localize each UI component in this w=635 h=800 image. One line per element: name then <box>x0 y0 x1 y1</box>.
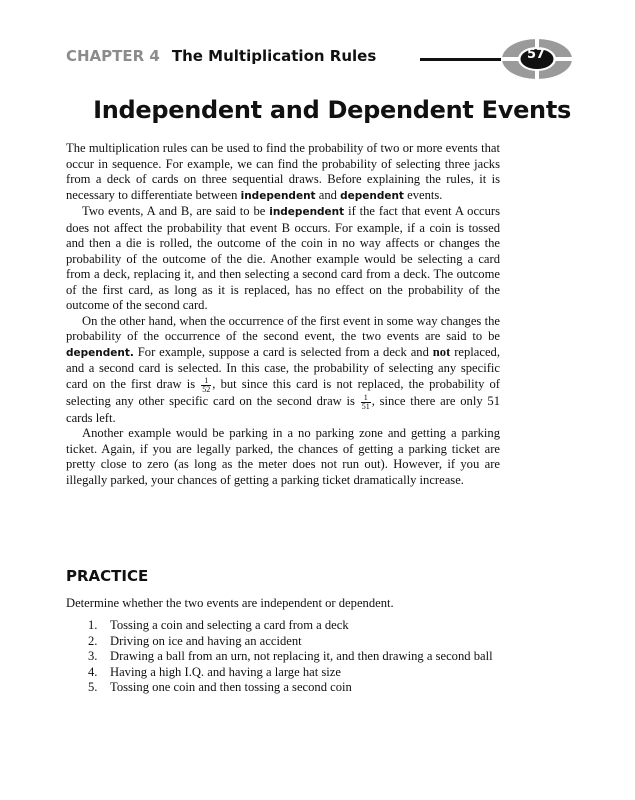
text-run: if the fact that event A occurs does not affect the probability that event B occurs. For example, if a coin is tossed and then a die is rolled, the outcome of the coin in no way affects or changes the probability of the outcome of the die. Another example would be selecting a card from a deck, replacing it, and then selecting a second card from a deck. The outcome of the first card, as long as it is replaced, has no effect on the probability of the outcome of the second card. <box>66 204 501 312</box>
paragraph-parking-example <box>66 426 500 488</box>
practice-instructions: Determine whether the two events are independent or dependent. <box>66 596 394 610</box>
fraction-numerator: 1 <box>201 377 211 386</box>
section-title: Independent and Dependent Events <box>93 96 571 124</box>
list-item <box>88 634 500 650</box>
item-text: Having a high I.Q. and having a large hat size <box>110 664 341 679</box>
text-run: replaced, and a second card is selected. In this case, the probability of selecting any specific card on the first draw is <box>66 344 500 391</box>
keyword-dependent: dependent <box>340 189 404 202</box>
paragraph-dependent-definition <box>66 314 500 427</box>
page-number: 57 <box>526 47 546 62</box>
practice-list <box>88 618 500 696</box>
list-item <box>88 680 500 696</box>
paragraph-independent-definition <box>66 204 500 314</box>
text-run: The multiplication rules can be used to find the probability of two or more events that occur in sequence. For example, we can find the probability of selecting three jacks from a deck of cards on three sequential draws. Before explaining the rules, it is necessary to differentiate between <box>66 141 500 202</box>
text-run: and <box>315 187 341 202</box>
text-run: , but since this card is not replaced, the probability of selecting any other specific card on the second draw is <box>66 376 500 408</box>
list-item <box>88 649 500 665</box>
running-header <box>66 47 376 65</box>
fraction-one-over-52 <box>201 377 211 394</box>
item-number: 5. <box>88 680 98 694</box>
text-run: , since there are only 51 cards left. <box>66 393 500 425</box>
text-run: On the other hand, when the occurrence of the first event in some way changes the probability of the occurrence of the second event, the two events are said to be <box>66 313 500 343</box>
item-number: 3. <box>88 649 98 663</box>
text-run: Two events, A and B, are said to be <box>82 204 270 218</box>
item-text: Tossing a coin and selecting a card from a deck <box>110 618 349 632</box>
text-run: Another example would be parking in a no parking zone and getting a parking ticket. Again, if you are legally parked, the chances of getting a parking ticket are pretty close to zero (as long as the meter does not run out). However, if you are illegally parked, your chances of getting a parking ticket dramatically increase. <box>66 426 500 487</box>
paragraph-intro <box>66 141 500 204</box>
keyword-independent: independent <box>269 206 345 218</box>
item-text: Tossing one coin and then tossing a second coin <box>110 680 352 694</box>
chapter-label: CHAPTER 4 <box>66 47 160 65</box>
body-text <box>66 141 500 488</box>
list-item <box>88 665 500 681</box>
chapter-title: The Multiplication Rules <box>171 47 377 65</box>
item-text: Drawing a ball from an urn, not replacing it, and then drawing a second ball <box>110 649 493 663</box>
fraction-denominator: 51 <box>361 401 370 411</box>
keyword-independent: independent <box>240 189 316 202</box>
practice-heading: PRACTICE <box>66 567 149 585</box>
fraction-one-over-51 <box>361 394 371 411</box>
list-item <box>88 618 500 634</box>
item-number: 1. <box>88 618 98 632</box>
item-number: 2. <box>88 633 98 648</box>
item-number: 4. <box>88 664 98 679</box>
keyword-not: not <box>432 344 451 359</box>
keyword-dependent: dependent. <box>66 346 134 359</box>
item-text: Driving on ice and having an accident <box>110 633 302 648</box>
fraction-numerator: 1 <box>361 394 371 403</box>
text-run: events. <box>403 187 443 202</box>
text-run: For example, suppose a card is selected from a deck and <box>133 344 433 359</box>
fraction-denominator: 52 <box>202 384 211 394</box>
